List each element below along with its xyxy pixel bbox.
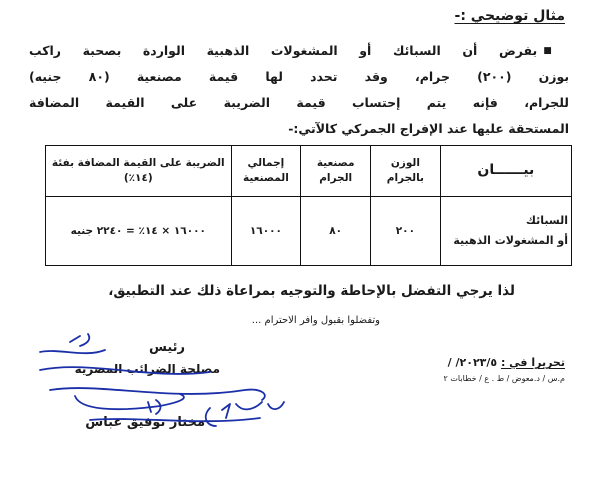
regards-line: وتفضلوا بقبول وافر الاحترام ... [251,315,380,326]
paragraph-line: للجرام، فإنه يتم إحتساب قيمة الضريبة على القيمة المضافة [29,95,569,110]
date-line [448,356,565,369]
header-manufacturing: مصنعية الجرام [301,146,371,197]
header-total: إجمالي المصنعية [231,146,301,197]
closing-line: لذا يرجي التفضل بالإحاطة والتوجيه بمراعاة ذلك عند التطبيق، [108,283,515,299]
paragraph-line: ■بفرض أن السبائك أو المشغولات الذهبية الواردة بصحبة راكب [29,43,569,58]
signatory-title: رئيس [148,340,185,355]
item-line-2: أو المشغولات الذهبية [453,234,568,247]
date-value: ٢٠٢٣/٥/ / [447,356,498,369]
header-weight: الوزن بالجرام [371,146,441,197]
table-row [46,197,572,266]
date-label: تحريرا في : [500,356,565,369]
paragraph-line: المستحقة عليها عند الإفراج الجمركي كالآتي:- [288,121,569,136]
cell-total: ١٦٠٠٠ [231,197,301,266]
header-tax: الضريبة على القيمة المضافة بفئة (١٤٪) [46,146,232,197]
tax-calculation-table [45,145,572,266]
header-item: بيــــــان [440,146,571,197]
example-paragraph [29,38,569,142]
example-heading: مثال توضيحي :- [454,8,565,24]
cell-tax: ١٦٠٠٠ × ١٤٪ = ٢٢٤٠ جنيه [46,197,232,266]
table-header-row [46,146,572,197]
typist-reference: م.س / د.معوض / ط . ع / خطابات ٢ [443,374,565,383]
paragraph-line: بوزن (٢٠٠) جرام، وقد تحدد لها قيمة مصنعية (٨٠ جنيه) [29,69,569,84]
signatory-department: مصلحة الضرائب المصرية [74,362,220,376]
cell-weight: ٢٠٠ [371,197,441,266]
cell-item [440,197,571,266]
item-line-1: السبائك [525,214,568,227]
bullet-icon: ■ [543,46,569,56]
cell-manufacturing: ٨٠ [301,197,371,266]
signatory-name: مختار توفيق عباس [85,415,205,430]
